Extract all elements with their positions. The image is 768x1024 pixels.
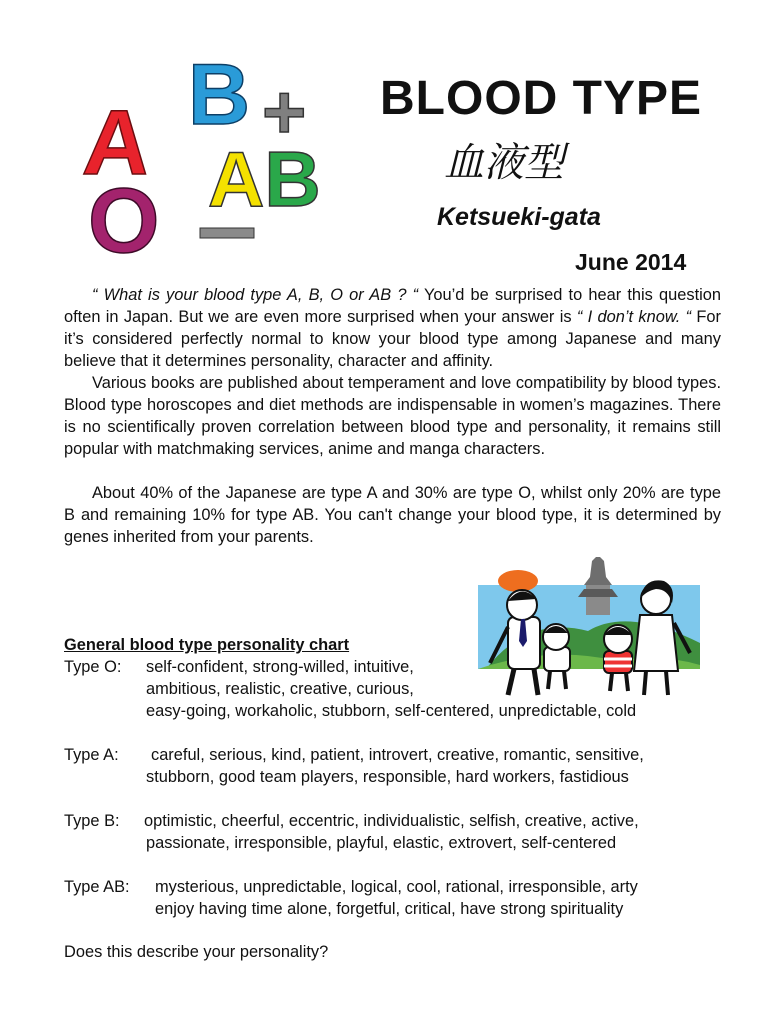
intro-paragraph-2: Various books are published about temperament and love compatibility by blood types. Blood type horoscopes and diet methods are indispensable in women’s magazines. There is no scientifically proven correlation between blood type and personality, it remains still popular with matchmaking services, anime and manga characters. <box>64 374 721 458</box>
chart-title: General blood type personality chart <box>64 636 350 654</box>
closing-question: Does this describe your personality? <box>64 943 329 961</box>
traits-line: self-confident, strong-willed, intuitive, <box>146 658 414 676</box>
family-illustration <box>478 557 700 705</box>
intro-text-1: You’d be surprised to hear this question often in Japan. But we are even more surprised when your answer is <box>64 286 722 326</box>
traits-line: careful, serious, kind, patient, introvert, creative, romantic, sensitive, <box>151 746 644 764</box>
logo-minus-icon <box>200 228 254 238</box>
intro-text <box>64 284 721 548</box>
issue-date: June 2014 <box>575 249 687 275</box>
logo-letter-ab: AB <box>208 135 321 223</box>
logo-letter-a: A <box>80 91 154 194</box>
intro-answer: “ I don’t know. “ <box>576 308 692 326</box>
page-title: BLOOD TYPE <box>380 72 703 125</box>
traits-line: stubborn, good team players, responsible, hard workers, fastidious <box>146 768 629 786</box>
logo-letter-b: B <box>188 52 251 143</box>
intro-text-2: For it’s considered perfectly normal to know your blood type among Japanese and many believe that it determines personality, character and affinity. <box>64 308 722 370</box>
intro-question: “ What is your blood type A, B, O or AB ? “ <box>92 286 419 304</box>
type-label: Type A: <box>64 746 119 764</box>
logo-letter-o: O <box>88 170 160 262</box>
traits-line: mysterious, unpredictable, logical, cool, rational, irresponsible, arty <box>155 878 638 896</box>
type-label: Type B: <box>64 812 120 830</box>
blood-type-logo <box>80 52 340 262</box>
intro-paragraph-1 <box>64 284 721 372</box>
traits-line: ambitious, realistic, creative, curious, <box>146 680 414 698</box>
kanji-title: 血液型 <box>444 140 564 186</box>
type-label: Type AB: <box>64 878 130 896</box>
romaji-title: Ketsueki-gata <box>437 203 601 231</box>
intro-paragraph-3: About 40% of the Japanese are type A and 30% are type O, whilst only 20% are type B and remaining 10% for type AB. You can't change your blood type, it is determined by genes inherited from your parents. <box>64 484 721 546</box>
traits-line: easy-going, workaholic, stubborn, self-centered, unpredictable, cold <box>146 702 637 720</box>
type-label: Type O: <box>64 658 122 676</box>
traits-line: optimistic, cheerful, eccentric, individualistic, selfish, creative, active, <box>144 812 639 830</box>
traits-line: passionate, irresponsible, playful, elastic, extrovert, self-centered <box>146 834 617 852</box>
traits-line: enjoy having time alone, forgetful, critical, have strong spirituality <box>155 900 624 918</box>
logo-plus: + <box>262 70 307 155</box>
